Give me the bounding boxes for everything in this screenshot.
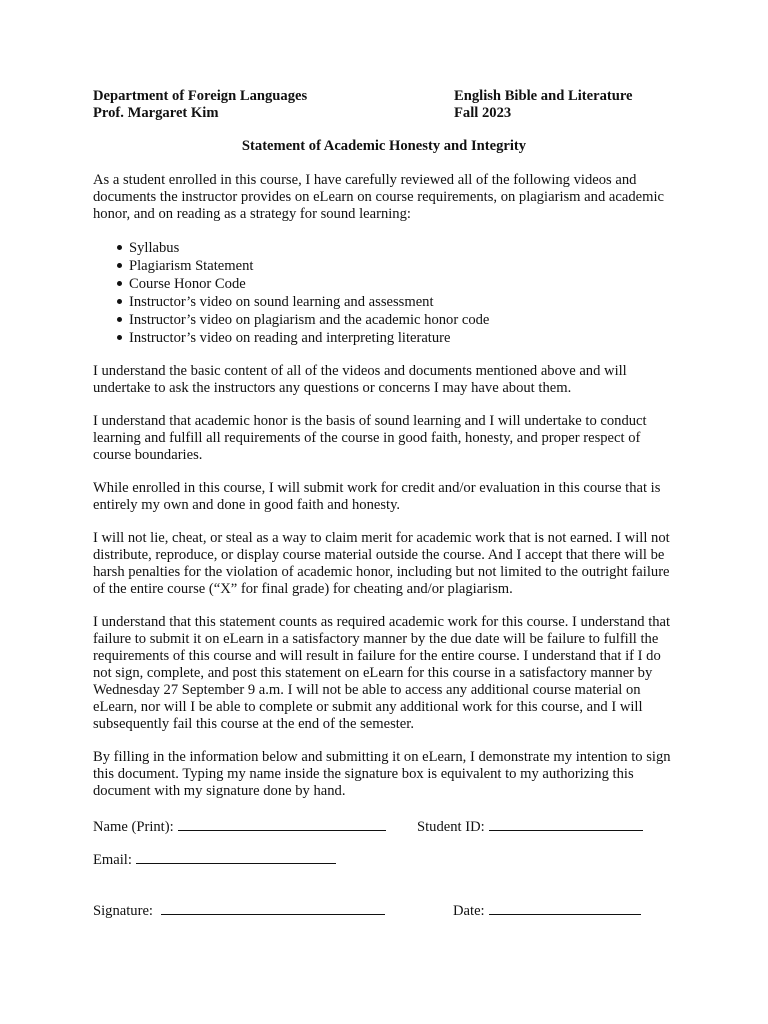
date-input-line[interactable]	[489, 900, 641, 915]
name-label: Name (Print):	[93, 819, 174, 835]
signature-fields	[93, 816, 693, 926]
own-work-paragraph: While enrolled in this course, I will submit work for credit and/or evaluation in this course that is entirely my own and done in good faith and honesty.	[93, 480, 661, 513]
intro-paragraph: As a student enrolled in this course, I have carefully reviewed all of the following videos and documents the instructor provides on eLearn on course requirements, on plagiarism and academic honor, and on reading as a strategy for sound learning:	[93, 172, 664, 222]
document-title: Statement of Academic Honesty and Integrity	[241, 138, 527, 154]
student-id-input-line[interactable]	[489, 816, 643, 831]
academic-honor-paragraph: I understand that academic honor is the basis of sound learning and I will undertake to conduct learning and fulfill all requirements of the course in good faith, honesty, and proper respect of course boundaries.	[93, 413, 647, 463]
email-label: Email:	[93, 852, 132, 868]
list-item: Instructor’s video on reading and interpreting literature	[129, 329, 677, 347]
statement-body	[93, 172, 677, 816]
requirement-paragraph: I understand that this statement counts as required academic work for this course. I understand that failure to submit it on eLearn in a satisfactory manner by the due date will be failure to fulfill the requirements of this course and will result in failure for the entire course. I understand that if I do not sign, complete, and post this statement on eLearn for this course in a satisfactory manner by Wednesday 27 September 9 a.m. I will not be able to access any additional course material on eLearn, nor will I be able to complete or submit any additional work for this course, and I will subsequently fail this course at the end of the semester.	[93, 614, 671, 732]
list-item: Instructor’s video on plagiarism and the academic honor code	[129, 311, 677, 329]
department-name: Department of Foreign Languages	[93, 88, 308, 104]
signature-field	[93, 900, 385, 920]
course-term: Fall 2023	[454, 105, 512, 121]
student-id-field	[417, 816, 643, 836]
list-item: Instructor’s video on sound learning and assessment	[129, 293, 677, 311]
list-item: Course Honor Code	[129, 275, 677, 293]
understanding-paragraph: I understand the basic content of all of the videos and documents mentioned above and will undertake to ask the instructors any questions or concerns I may have about them.	[93, 363, 627, 396]
course-name: English Bible and Literature	[454, 88, 633, 104]
reviewed-documents-list	[93, 239, 677, 347]
name-field	[93, 816, 386, 836]
signature-intent-paragraph: By filling in the information below and submitting it on eLearn, I demonstrate my intention to sign this document. Typing my name inside the signature box is equivalent to my authorizing this document with my signature done by hand.	[93, 749, 671, 799]
penalties-paragraph: I will not lie, cheat, or steal as a way to claim merit for academic work that is not earned. I will not distribute, reproduce, or display course material outside the course. And I accept that there will be harsh penalties for the violation of academic honor, including but not limited to the outright failure of the entire course (“X” for final grade) for cheating and/or plagiarism.	[93, 530, 670, 597]
email-field	[93, 849, 336, 869]
email-input-line[interactable]	[136, 849, 336, 864]
list-item: Syllabus	[129, 239, 677, 257]
name-input-line[interactable]	[178, 816, 386, 831]
header-left	[93, 88, 433, 122]
professor-name: Prof. Margaret Kim	[93, 105, 219, 121]
signature-label: Signature:	[93, 903, 153, 919]
date-field	[453, 900, 641, 920]
signature-input-line[interactable]	[161, 900, 385, 915]
list-item: Plagiarism Statement	[129, 257, 677, 275]
header-right	[454, 88, 694, 122]
student-id-label: Student ID:	[417, 819, 485, 835]
date-label: Date:	[453, 903, 485, 919]
